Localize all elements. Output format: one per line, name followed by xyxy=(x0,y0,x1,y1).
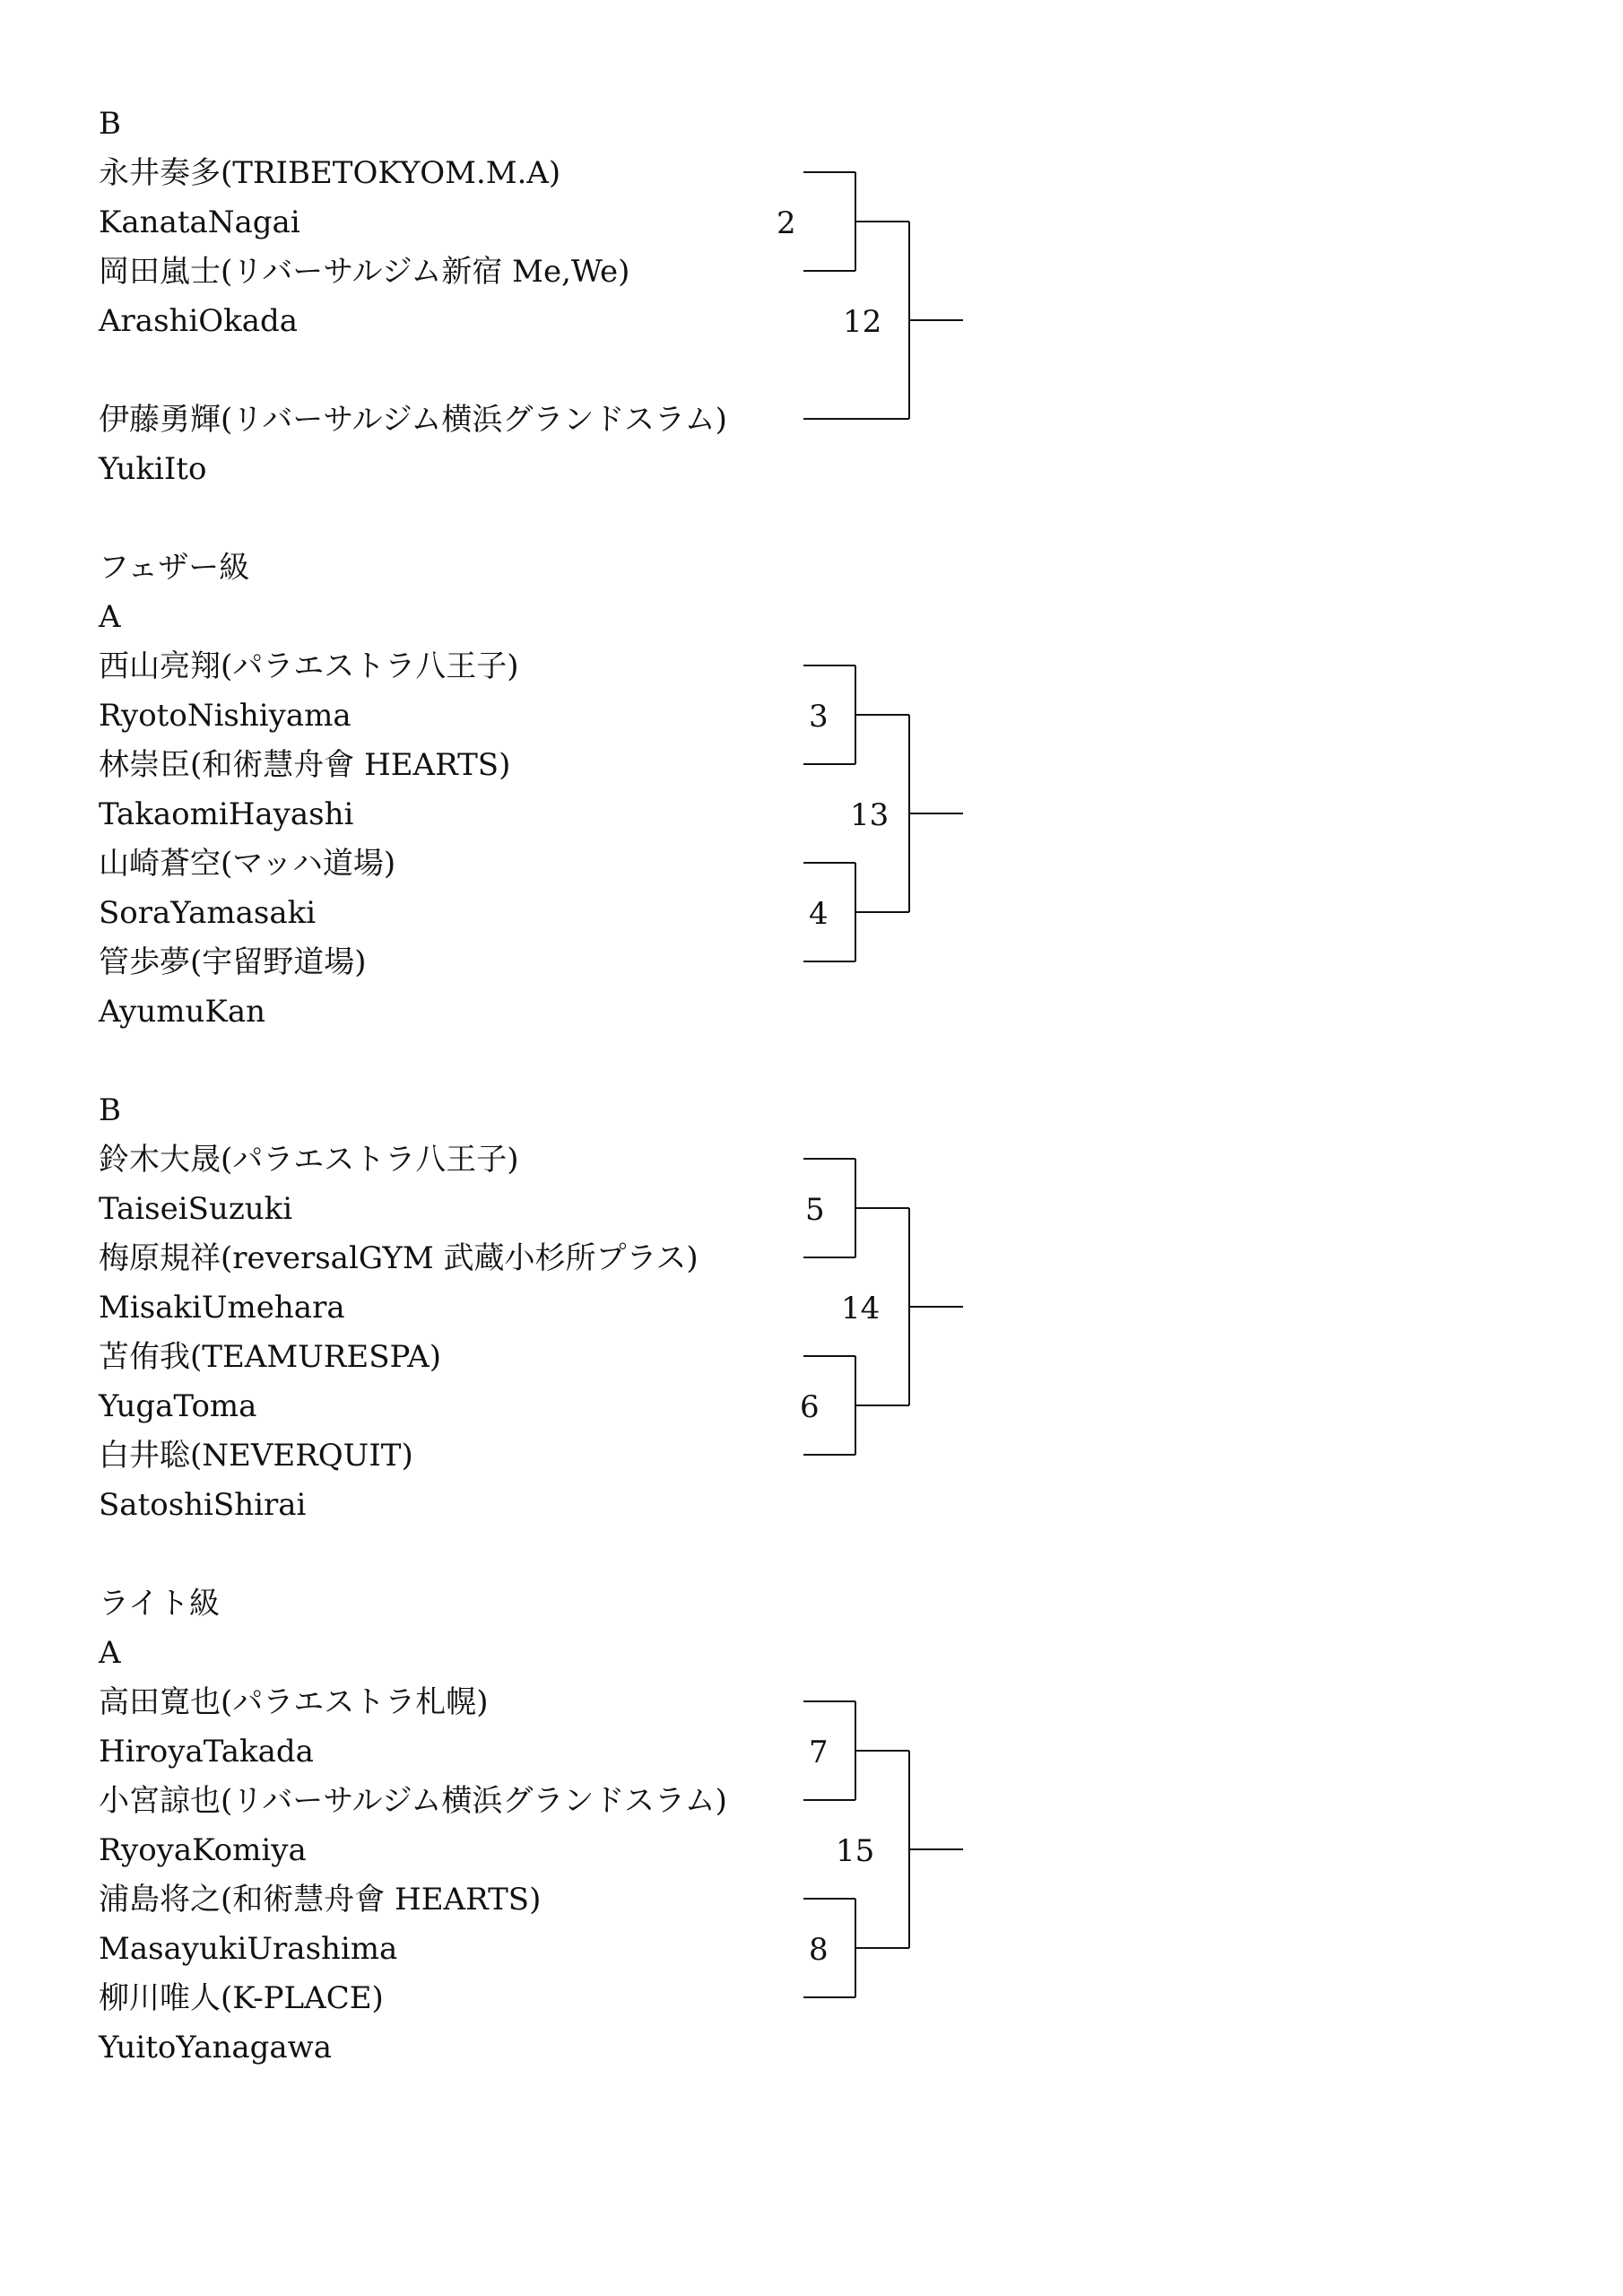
entrant-name-en: YuitoYanagawa xyxy=(99,2030,333,2066)
entrant-name-en: ArashiOkada xyxy=(99,303,299,339)
weight-class-title: ライト級 xyxy=(99,1586,220,1622)
match-number: 15 xyxy=(836,1833,875,1869)
match-number: 3 xyxy=(809,699,829,735)
match-number: 8 xyxy=(809,1932,829,1968)
entrant-name-en: YugaToma xyxy=(99,1388,257,1424)
entrant-name-en: RyotoNishiyama xyxy=(99,698,352,734)
match-number: 6 xyxy=(800,1389,820,1425)
entrant-name-ja: 管歩夢(宇留野道場) xyxy=(99,944,367,980)
group-label-b: B xyxy=(99,106,121,142)
weight-class-title: フェザー級 xyxy=(99,550,250,586)
match-number: 13 xyxy=(850,797,890,833)
entrant-name-ja: 浦島将之(和術慧舟會 HEARTS) xyxy=(99,1882,542,1918)
entrant-name-en: TaiseiSuzuki xyxy=(99,1191,293,1227)
entrant-name-en: MasayukiUrashima xyxy=(99,1931,398,1967)
entrant-name-ja: 伊藤勇輝(リバーサルジム横浜グランドスラム) xyxy=(99,402,727,438)
entrant-name-ja: 西山亮翔(パラエストラ八王子) xyxy=(99,648,519,684)
entrant-name-ja: 岡田嵐士(リバーサルジム新宿 Me,We) xyxy=(99,254,630,290)
entrant-name-ja: 白井聡(NEVERQUIT) xyxy=(99,1438,413,1474)
match-number: 2 xyxy=(777,205,796,241)
match-number: 4 xyxy=(809,896,829,932)
match-number: 7 xyxy=(809,1735,829,1770)
entrant-name-en: AyumuKan xyxy=(99,994,265,1030)
entrant-name-en: KanataNagai xyxy=(99,204,300,240)
entrant-name-en: TakaomiHayashi xyxy=(99,796,354,832)
entrant-name-en: SoraYamasaki xyxy=(99,895,317,931)
group-label-b: B xyxy=(99,1092,121,1128)
entrant-name-en: YukiIto xyxy=(99,451,207,487)
entrant-name-ja: 苫侑我(TEAMURESPA) xyxy=(99,1339,442,1375)
group-label-a: A xyxy=(99,599,121,635)
match-number: 14 xyxy=(841,1291,881,1326)
entrant-name-ja: 梅原規祥(reversalGYM 武蔵小杉所プラス) xyxy=(99,1240,699,1276)
entrant-name-en: HiroyaTakada xyxy=(99,1734,314,1770)
entrant-name-ja: 永井奏多(TRIBETOKYOM.M.A) xyxy=(99,155,561,191)
match-number: 5 xyxy=(805,1192,825,1228)
entrant-name-ja: 鈴木大晟(パラエストラ八王子) xyxy=(99,1142,519,1178)
entrant-name-en: SatoshiShirai xyxy=(99,1487,307,1523)
group-label-a: A xyxy=(99,1635,121,1671)
match-number: 12 xyxy=(843,304,882,340)
entrant-name-ja: 小宮諒也(リバーサルジム横浜グランドスラム) xyxy=(99,1783,727,1819)
entrant-name-en: RyoyaKomiya xyxy=(99,1832,307,1868)
entrant-name-ja: 山崎蒼空(マッハ道場) xyxy=(99,846,396,882)
entrant-name-ja: 林崇臣(和術慧舟會 HEARTS) xyxy=(99,747,511,783)
entrant-name-ja: 高田寛也(パラエストラ札幌) xyxy=(99,1684,489,1720)
entrant-name-en: MisakiUmehara xyxy=(99,1290,345,1326)
entrant-name-ja: 柳川唯人(K-PLACE) xyxy=(99,1980,384,2016)
